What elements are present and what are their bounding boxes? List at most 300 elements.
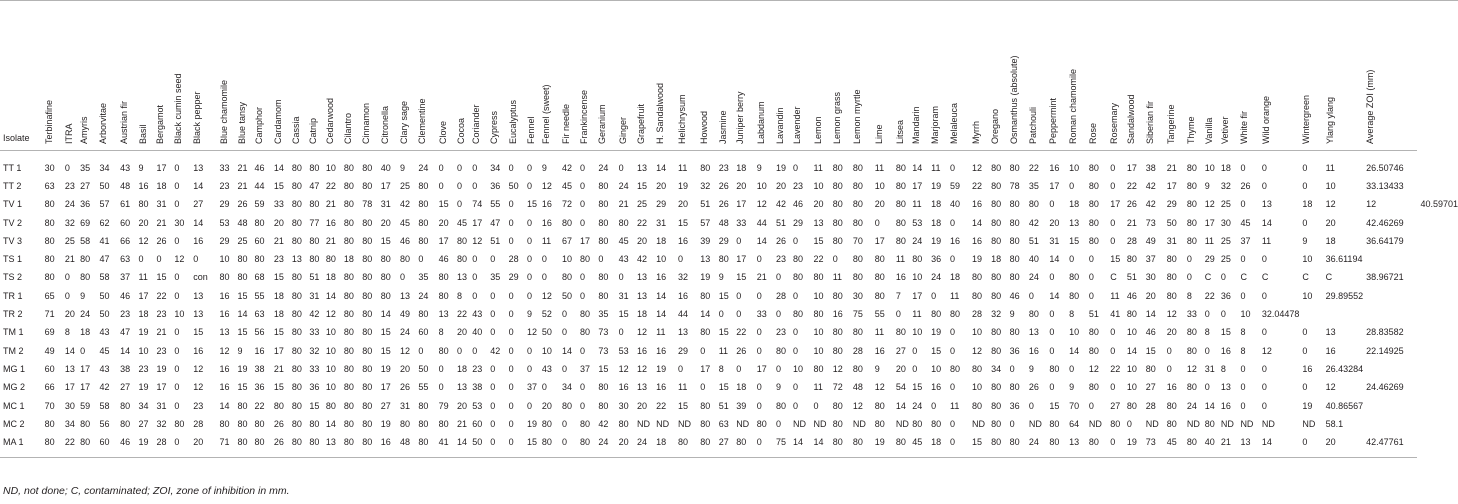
table-cell: 24 [64,199,75,210]
table-cell: 21 [1166,162,1177,173]
table-cell: 17 [156,382,167,393]
table-cell: 80 [852,180,863,191]
table-cell: 11 [874,327,885,338]
table-cell: 10 [1240,309,1251,320]
table-cell: 13 [700,254,711,265]
table-cell: 80 [343,382,354,393]
column-header-label: Isolate [3,132,30,143]
table-cell: 36 [931,254,942,265]
table-cell: 0 [1088,400,1094,411]
table-cell: 80 [343,217,354,228]
table-cell: 29 [677,345,688,356]
table-cell: C [1325,272,1333,283]
table-cell: 20 [400,363,411,374]
table-cell: 16 [618,382,629,393]
table-cell: 12 [1204,199,1215,210]
table-cell: ND [895,418,909,429]
table-cell: 31 [656,217,667,228]
table-cell: 18 [931,437,942,448]
table-cell: 80 [874,290,885,301]
table-cell: 45 [1166,437,1177,448]
table-cell: 10 [1069,327,1080,338]
table-cell: 80 [991,235,1002,246]
table-cell: 13 [1069,437,1080,448]
table-cell: 80 [972,363,983,374]
table-cell: 63 [44,180,55,191]
table-cell: 21 [325,199,336,210]
column-header-label: Arborvitae [98,102,109,144]
table-cell: 40 [472,327,483,338]
table-cell: 80 [832,217,843,228]
table-cell: 80 [776,400,787,411]
table-cell: 9 [1302,235,1308,246]
table-cell: 18 [156,180,167,191]
table-cell: 16 [193,235,204,246]
column-header-label: Lemon myrtle [851,88,862,144]
table-cell: 0 [562,327,568,338]
table-cell: 43 [472,309,483,320]
table-cell: 14 [1204,400,1215,411]
table-cell: 42 [1145,199,1156,210]
table-cell: 29 [656,199,667,210]
table-cell: 70 [44,400,55,411]
table-cell: 61 [120,199,131,210]
table-cell: 10 [325,363,336,374]
table-cell: con [193,272,208,283]
table-cell: 16 [219,309,230,320]
table-cell: 30 [174,217,185,228]
table-cell: 0 [1261,254,1267,265]
table-cell: 16 [656,272,667,283]
table-cell: 20 [380,217,391,228]
table-cell: 0 [527,217,533,228]
table-cell: 45 [912,437,923,448]
table-cell: 80 [237,437,248,448]
column-header [733,0,754,150]
table-cell: 0 [756,437,762,448]
table-cell: 22 [1204,290,1215,301]
table-cell: 0 [490,254,496,265]
column-header-label: Fir needle [561,103,572,144]
table-cell: ND [677,418,691,429]
table-cell: 80 [1166,290,1177,301]
table-cell: 42.46269 [1366,217,1404,228]
table-cell: 11 [874,162,885,173]
table-row [0,360,1458,378]
column-header-label: Coriander [471,103,482,144]
table-cell: 80 [813,309,824,320]
table-cell: 80 [309,254,320,265]
table-cell: 80 [254,437,265,448]
table-cell: 80 [1088,382,1099,393]
table-cell: 53 [618,345,629,356]
isolate-cell: TM 2 [3,345,24,356]
table-cell: 0 [1302,162,1308,173]
table-cell: 31 [618,290,629,301]
table-cell: 42 [598,418,609,429]
table-cell: 0 [1110,235,1116,246]
column-header [1363,0,1417,150]
table-cell: 42 [562,162,573,173]
table-cell: 80 [972,272,983,283]
table-cell: 15 [193,327,204,338]
table-cell: 24 [418,290,429,301]
table-cell: 20 [618,437,629,448]
table-cell: 0 [1110,327,1116,338]
table-cell: 0 [438,363,444,374]
table-cell: 47 [120,327,131,338]
table-cell: 80 [291,235,302,246]
column-header-label: Amyris [79,116,90,144]
column-header [289,0,307,150]
table-cell: 10 [325,382,336,393]
table-cell: 20 [193,437,204,448]
table-cell: 26 [736,345,747,356]
table-cell: 10 [912,327,923,338]
column-header [506,0,524,150]
table-cell: 80 [1186,235,1197,246]
table-cell: 37 [120,272,131,283]
table-cell: 48 [120,180,131,191]
column-header-label: Vetiver [1219,115,1230,144]
table-cell: 80 [700,418,711,429]
table-cell: 22 [254,400,265,411]
table-cell: 43 [99,327,110,338]
table-cell: 60 [99,437,110,448]
table-cell: 80 [254,217,265,228]
table-cell: 80 [1088,180,1099,191]
table-cell: 25 [1220,254,1231,265]
table-cell: 80 [1009,199,1020,210]
table-cell: 32 [991,309,1002,320]
table-cell: 80 [1166,272,1177,283]
table-cell: 19 [656,363,667,374]
table-cell: 80 [362,309,373,320]
table-cell: 80 [832,437,843,448]
table-cell: 80 [380,272,391,283]
table-cell: 30 [44,162,55,173]
column-header [1184,0,1202,150]
table-cell: 80 [1009,162,1020,173]
table-cell: ND [1240,418,1254,429]
column-header-label: Citronella [379,105,390,144]
table-cell: 13 [193,162,204,173]
table-cell: 15 [813,235,824,246]
table-row [0,213,1458,231]
table-cell: 8 [718,363,724,374]
table-cell: 80 [362,217,373,228]
table-cell: 12 [756,199,767,210]
table-row [0,232,1458,250]
table-cell: 0 [174,400,180,411]
table-cell: 12 [874,382,885,393]
column-header-label: Lemon [812,115,823,144]
table-cell: 15 [718,290,729,301]
table-cell: 0 [793,235,799,246]
table-cell: 16 [1220,400,1231,411]
table-cell: 69 [80,217,91,228]
table-cell: 0 [950,217,956,228]
table-cell: 0 [527,290,533,301]
table-cell: 31 [380,199,391,210]
table-cell: 80 [1009,217,1020,228]
table-cell: 80 [1126,254,1137,265]
table-cell: 10 [138,345,149,356]
column-header-label: Oregano [990,108,1001,144]
table-cell: 24 [418,162,429,173]
table-cell: 80 [1186,162,1197,173]
table-cell: 22 [325,180,336,191]
table-cell: 12 [1325,382,1336,393]
table-cell: 14 [457,437,468,448]
table-cell: 31 [1049,235,1060,246]
table-cell: 19 [138,437,149,448]
table-cell: 54 [895,382,906,393]
table-cell: 13 [813,217,824,228]
table-cell: 0 [174,235,180,246]
table-cell: 0 [1261,290,1267,301]
table-cell: 80 [950,363,961,374]
table-cell: 80 [291,180,302,191]
table-cell: 8 [1204,327,1210,338]
table-cell: 33 [1186,309,1197,320]
table-cell: 46 [438,254,449,265]
table-cell: 0 [490,309,496,320]
table-cell: 50 [99,290,110,301]
table-cell: 0 [490,382,496,393]
table-cell: 59 [950,180,961,191]
column-header [909,0,928,150]
table-cell: 80 [291,418,302,429]
table-cell: 80 [80,272,91,283]
table-cell: 80 [291,345,302,356]
table-cell: 9 [138,162,144,173]
table-cell: 80 [291,199,302,210]
column-header-label: Grapefruit [636,103,646,144]
column-header-label: Blue tansy [236,101,247,144]
table-cell: 80 [80,418,91,429]
table-cell: 80 [991,162,1002,173]
table-cell: 0 [174,272,180,283]
table-cell: 56 [254,327,265,338]
table-cell: 0 [418,345,424,356]
table-cell: 23 [156,309,167,320]
table-cell: 80 [457,254,468,265]
table-cell: 23 [138,363,149,374]
table-cell: ND [736,418,750,429]
table-cell: 80 [598,290,609,301]
table-cell: 38 [1145,162,1156,173]
table-cell: 18 [1325,235,1336,246]
table-cell: 80 [1186,437,1197,448]
table-cell: 26 [776,235,787,246]
table-cell: 46 [793,199,804,210]
table-cell: 15 [1145,345,1156,356]
table-cell: 8 [64,327,70,338]
table-cell: 0 [1261,162,1267,173]
table-cell: 21 [64,254,75,265]
table-cell: 13 [637,162,648,173]
table-cell: 80 [343,345,354,356]
table-cell: 34 [64,418,75,429]
table-cell: 18 [950,272,961,283]
column-header-label: Catnip [308,117,319,144]
table-cell: 36.64179 [1366,235,1404,246]
table-cell: 13 [291,254,302,265]
table-cell: 0 [1069,363,1075,374]
table-cell: 48 [237,217,248,228]
table-cell: 13 [1069,217,1080,228]
table-cell: 27 [1145,382,1156,393]
table-cell: 80 [438,290,449,301]
table-cell: 80 [44,418,55,429]
isolate-cell: TT 2 [3,180,22,191]
column-header [469,0,487,150]
table-cell: 14 [120,345,131,356]
table-cell: 80 [895,235,906,246]
table-cell: 0 [508,199,514,210]
table-cell: 14 [273,162,284,173]
column-header [1046,0,1066,150]
table-cell: 21 [756,272,767,283]
table-cell: 14 [656,290,667,301]
table-cell: 20 [1325,217,1336,228]
table-cell: 20 [776,180,787,191]
table-cell: 10 [1126,363,1137,374]
table-cell: 36 [254,382,265,393]
isolate-cell: MG 1 [3,363,26,374]
table-cell: 33 [273,199,284,210]
table-cell: 0 [950,162,956,173]
column-header-label: Lemon grass [831,91,842,144]
table-cell: 68 [254,272,265,283]
table-cell: 0 [527,254,533,265]
table-cell: 22 [972,180,983,191]
table-cell: 17 [1126,162,1137,173]
table-cell: 18 [273,290,284,301]
table-cell: 0 [1110,162,1116,173]
table-cell: 80 [362,180,373,191]
table-cell: 24 [598,162,609,173]
table-cell: 0 [579,290,585,301]
table-cell: 0 [1261,180,1267,191]
table-cell: 0 [1166,345,1172,356]
table-cell: 17 [1049,180,1060,191]
column-header [397,0,415,150]
table-cell: 24 [637,437,648,448]
table-cell: 15 [637,180,648,191]
table-cell: 55 [254,290,265,301]
table-cell: 30 [64,400,75,411]
table-cell: 9 [1204,180,1210,191]
table-cell: 24 [1186,400,1197,411]
table-cell: 80 [1204,418,1215,429]
table-cell: 15 [972,437,983,448]
table-cell: 12 [972,345,983,356]
column-header-label: Blue chamomile [218,79,229,144]
table-cell: 37 [1145,254,1156,265]
table-cell: 16 [972,199,983,210]
table-cell: 0 [793,345,799,356]
table-cell: 32 [156,418,167,429]
table-cell: 80 [219,272,230,283]
table-cell: 29 [793,217,804,228]
table-cell: 0 [1186,254,1192,265]
table-cell: 12 [832,363,843,374]
table-cell: 80 [1088,327,1099,338]
table-cell: 80 [776,345,787,356]
table-cell: 80 [579,437,590,448]
table-cell: 80 [541,418,552,429]
table-cell: 27 [138,418,149,429]
table-cell: ND [793,418,807,429]
table-cell: 27 [718,437,729,448]
table-cell: 42 [637,254,648,265]
table-cell: 80 [895,327,906,338]
table-cell: 15 [309,400,320,411]
table-row [0,396,1458,414]
table-cell: 14 [1261,437,1272,448]
table-cell: 13 [637,290,648,301]
table-cell: 48 [852,382,863,393]
table-cell: 0 [508,327,514,338]
table-cell: 73 [598,345,609,356]
table-cell: 18 [931,199,942,210]
table-cell: 19 [380,418,391,429]
table-cell: 0 [527,235,533,246]
table-cell: 11 [718,345,729,356]
table-cell: 0 [1088,254,1094,265]
table-cell: 0 [174,345,180,356]
table-cell: 80 [813,272,824,283]
table-cell: 80 [700,437,711,448]
column-header-label: Labdanum [755,100,766,144]
table-cell: 0 [579,199,585,210]
table-cell: 14 [793,437,804,448]
table-cell: 57 [700,217,711,228]
table-cell: 0 [718,309,724,320]
table-cell: 80 [291,437,302,448]
table-cell: 21 [273,363,284,374]
table-cell: 12 [637,363,648,374]
table-cell: 17 [438,235,449,246]
table-cell: 78 [1009,180,1020,191]
column-header-label: Cardamom [272,98,283,144]
column-header [359,0,377,150]
table-cell: 46 [400,235,411,246]
column-header-label: Cilantro [342,112,353,144]
table-cell: ND [1302,418,1316,429]
table-cell: 30 [618,400,629,411]
table-cell: 31 [1166,235,1177,246]
column-header [96,0,117,150]
table-cell: 0 [1028,400,1034,411]
table-cell: 17 [156,162,167,173]
table-cell: 11 [1204,235,1215,246]
table-cell: 80 [1028,309,1039,320]
table-cell: 0 [700,345,706,356]
table-cell: 21 [325,235,336,246]
table-cell: 80 [44,272,55,283]
table-cell: 15 [237,290,248,301]
column-header-label: Myrrh [971,120,982,144]
table-cell: 20 [457,400,468,411]
table-cell: 20 [138,217,149,228]
table-cell: 24 [1028,437,1039,448]
column-header [271,0,289,150]
table-cell: 38 [120,363,131,374]
table-cell: 80 [562,400,573,411]
